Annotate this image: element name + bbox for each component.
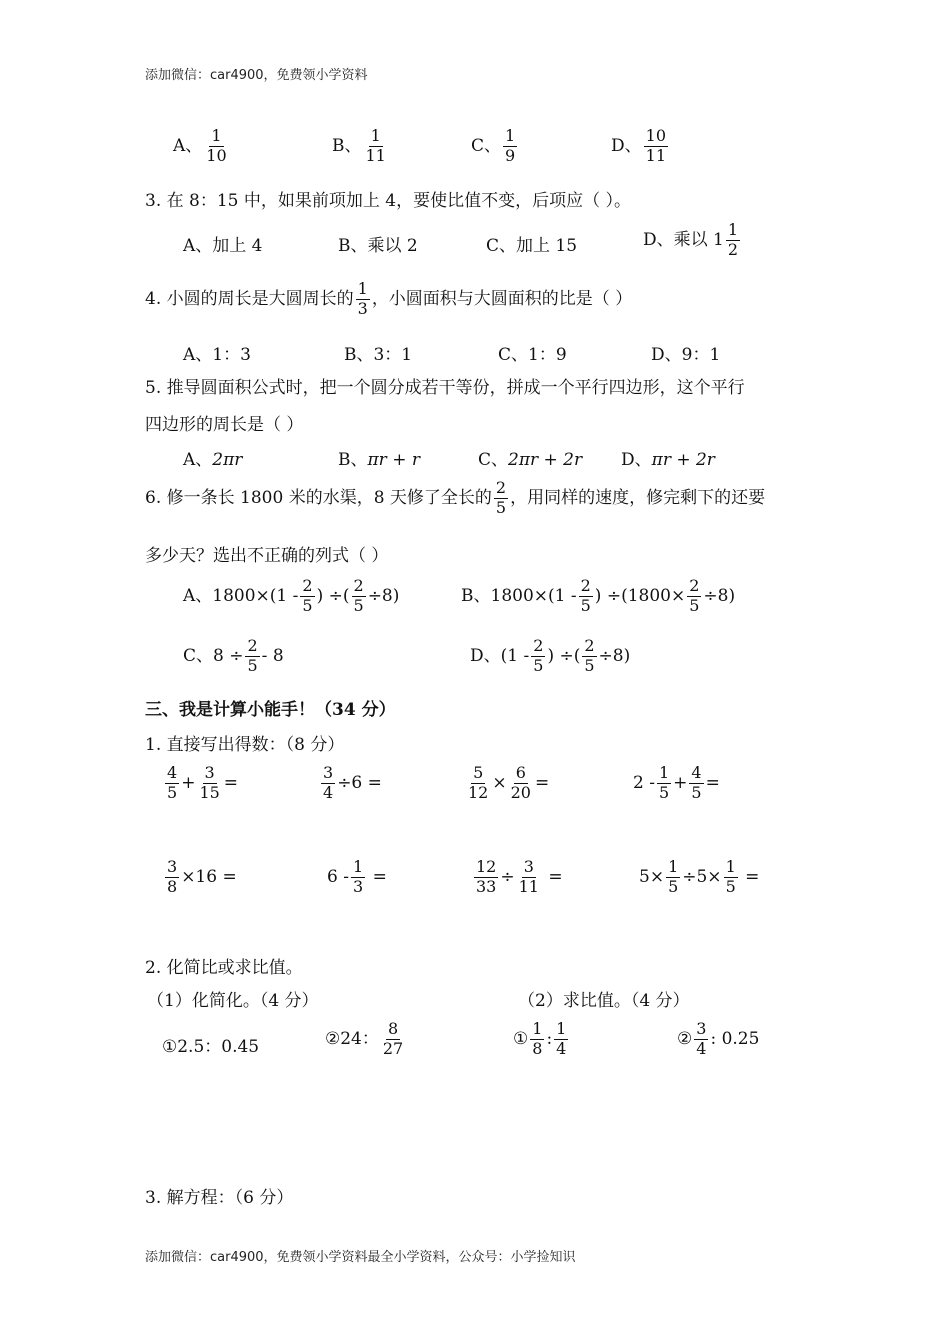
ratio-item-2 [325, 1021, 407, 1058]
colon: : [546, 1028, 553, 1049]
calc-item-2 [319, 765, 382, 802]
fraction: $\frac{1}{4}$ [556, 1019, 567, 1058]
fraction: $\frac{4}{5}$ [691, 763, 702, 802]
stem-text: ，小圆面积与大圆面积的比是（ ） [371, 288, 633, 309]
expr-part: 1800×(1 - [490, 585, 577, 606]
ratio-item-1: ①2.5：0.45 [162, 1037, 260, 1057]
fraction: $\frac{1}{3}$ [352, 857, 364, 896]
fraction: $\frac{3}{8}$ [167, 857, 178, 896]
fraction: $\frac{3}{4}$ [323, 763, 334, 802]
q4-option-b[interactable]: B、3：1 [344, 345, 413, 365]
fraction: $\frac{4}{5}$ [167, 763, 178, 802]
option-label: C、 [478, 450, 509, 470]
fraction: $\frac{6}{20}$ [510, 763, 531, 802]
q2-option-c[interactable] [471, 128, 519, 165]
q5-option-b[interactable] [338, 445, 420, 470]
calc-item-3 [464, 765, 549, 802]
expr-part: - 8 [261, 645, 284, 666]
option-label: A、 [183, 585, 213, 606]
expr-part: ) ÷(1800× [594, 585, 686, 606]
option-expr: πr + r [367, 450, 420, 470]
option-label: A、 [183, 450, 213, 470]
q3-option-d[interactable] [643, 222, 742, 259]
option-text: D、乘以 1 [643, 229, 724, 250]
fraction: $\frac{5}{12}$ [468, 763, 489, 802]
q5-option-a[interactable] [183, 445, 242, 470]
fraction: $\frac{2}{5}$ [533, 636, 544, 675]
option-label: B、 [338, 450, 368, 470]
operator: + [673, 772, 688, 793]
ratio-item-3 [513, 1021, 570, 1058]
q4-option-c[interactable]: C、1：9 [498, 345, 567, 365]
option-label: D、 [621, 450, 652, 470]
option-label: B、 [332, 135, 362, 156]
q4-stem [145, 281, 632, 318]
ratio-prefix: ① [513, 1028, 529, 1049]
operator: + [181, 772, 196, 793]
equals-sign: = [372, 866, 387, 887]
q5-option-c[interactable] [478, 445, 582, 470]
subsection-2-title: 2. 化简比或求比值。 [145, 958, 303, 978]
q2-option-a[interactable] [173, 128, 231, 165]
equals-sign: = [223, 772, 239, 793]
calc-item-4 [633, 765, 720, 802]
equals-sign: = [534, 772, 550, 793]
q6-stem-line2: 多少天？选出不正确的列式（ ） [145, 546, 389, 566]
equals-sign: = [745, 866, 760, 887]
q3-option-c[interactable]: C、加上 15 [486, 236, 578, 256]
q6-stem [145, 480, 765, 517]
fraction: $\frac{12}{33}$ [476, 857, 497, 896]
fraction: $\frac{10}{11}$ [645, 126, 666, 165]
page-footer: 添加微信：car4900，免费领小学资料最全小学资料，公众号：小学捡知识 [145, 1250, 576, 1265]
subsection-2-left-title: （1）化简化。（4 分） [147, 991, 319, 1011]
fraction: $\frac{2}{5}$ [580, 576, 591, 615]
q3-option-a[interactable]: A、加上 4 [183, 236, 263, 256]
q6-option-d[interactable] [470, 638, 630, 675]
subsection-2-right-title: （2）求比值。（4 分） [518, 991, 690, 1011]
fraction: $\frac{3}{11}$ [518, 857, 539, 896]
q4-option-a[interactable]: A、1：3 [183, 345, 251, 365]
q6-option-a[interactable] [183, 578, 399, 615]
fraction: $\frac{1}{5}$ [725, 857, 736, 896]
operator: × [492, 772, 507, 793]
option-label: A、 [173, 135, 203, 156]
expr-part: 8 ÷ [213, 645, 244, 666]
calc-item-5 [163, 859, 237, 896]
expr-part: ÷8) [703, 585, 736, 606]
page-header: 添加微信：car4900，免费领小学资料 [145, 68, 368, 83]
ratio-prefix: ②24： [325, 1028, 379, 1049]
q4-option-d[interactable]: D、9：1 [651, 345, 721, 365]
expr-part: ÷8) [598, 645, 631, 666]
calc-item-1 [163, 765, 238, 802]
fraction: $\frac{2}{5}$ [495, 478, 507, 517]
fraction: $\frac{3}{4}$ [696, 1019, 707, 1058]
option-expr: πr + 2r [651, 450, 715, 470]
fraction: $\frac{2}{5}$ [584, 636, 595, 675]
operator: ÷5× [682, 866, 722, 887]
fraction: $\frac{1}{5}$ [668, 857, 679, 896]
option-label: D、 [470, 645, 501, 666]
fraction: $\frac{3}{15}$ [199, 763, 220, 802]
operator: ÷ [500, 866, 515, 887]
fraction: $\frac{2}{5}$ [247, 636, 258, 675]
fraction: $\frac{1}{11}$ [365, 126, 386, 165]
section-title: 三、我是计算小能手！（34 分） [145, 700, 396, 720]
operator: 6 - [327, 866, 349, 887]
q2-option-d[interactable] [611, 128, 670, 165]
expr-part: ) ÷( [316, 585, 350, 606]
option-label: C、 [471, 135, 502, 156]
fraction: $\frac{1}{8}$ [532, 1019, 543, 1058]
stem-text: ，用同样的速度，修完剩下的还要 [510, 487, 766, 508]
expr-part: 1800×(1 - [212, 585, 299, 606]
ratio-item-4 [677, 1021, 759, 1058]
expr-part: ÷8) [367, 585, 400, 606]
fraction: $\frac{2}{5}$ [302, 576, 313, 615]
q2-option-b[interactable] [332, 128, 390, 165]
expr-part: (1 - [500, 645, 530, 666]
option-expr: 2πr + 2r [508, 450, 583, 470]
ratio-rest: : 0.25 [710, 1028, 760, 1049]
q3-option-b[interactable]: B、乘以 2 [338, 236, 418, 256]
q3-stem: 3. 在 8：15 中，如果前项加上 4，要使比值不变，后项应（ ）。 [145, 191, 632, 211]
stem-text: 4. 小圆的周长是大圆周长的 [145, 288, 354, 309]
calc-item-7 [472, 859, 563, 896]
equals-sign: = [705, 772, 720, 793]
operator: 2 - [633, 772, 655, 793]
calc-item-6 [327, 859, 387, 896]
subsection-1-title: 1. 直接写出得数：（8 分） [145, 735, 345, 755]
fraction: $\frac{1}{3}$ [357, 279, 368, 318]
q6-option-c[interactable] [183, 638, 284, 675]
subsection-3-title: 3. 解方程：（6 分） [145, 1188, 294, 1208]
operator: ÷6 [337, 772, 363, 793]
operator: 5× [639, 866, 665, 887]
equals-sign: = [222, 866, 237, 887]
fraction: $\frac{2}{5}$ [689, 576, 700, 615]
fraction: $\frac{1}{2}$ [727, 220, 739, 259]
q5-option-d[interactable] [621, 445, 715, 470]
fraction: $\frac{1}{9}$ [505, 126, 516, 165]
calc-item-8 [639, 859, 759, 896]
operator: ×16 [181, 866, 218, 887]
option-label: D、 [611, 135, 642, 156]
expr-part: ) ÷( [547, 645, 581, 666]
fraction: $\frac{1}{5}$ [658, 763, 670, 802]
fraction: $\frac{1}{10}$ [206, 126, 227, 165]
q5-stem-line2: 四边形的周长是（ ） [145, 415, 304, 435]
option-label: C、 [183, 645, 214, 666]
stem-text: 6. 修一条长 1800 米的水渠，8 天修了全长的 [145, 487, 492, 508]
option-expr: 2πr [212, 450, 243, 470]
equals-sign: = [367, 772, 382, 793]
fraction: $\frac{2}{5}$ [353, 576, 364, 615]
q6-option-b[interactable] [461, 578, 735, 615]
q5-stem-line1: 5. 推导圆面积公式时，把一个圆分成若干等份，拼成一个平行四边形，这个平行 [145, 378, 745, 398]
ratio-prefix: ② [677, 1028, 693, 1049]
option-label: B、 [461, 585, 491, 606]
equals-sign: = [548, 866, 563, 887]
fraction: $\frac{8}{27}$ [382, 1019, 404, 1058]
